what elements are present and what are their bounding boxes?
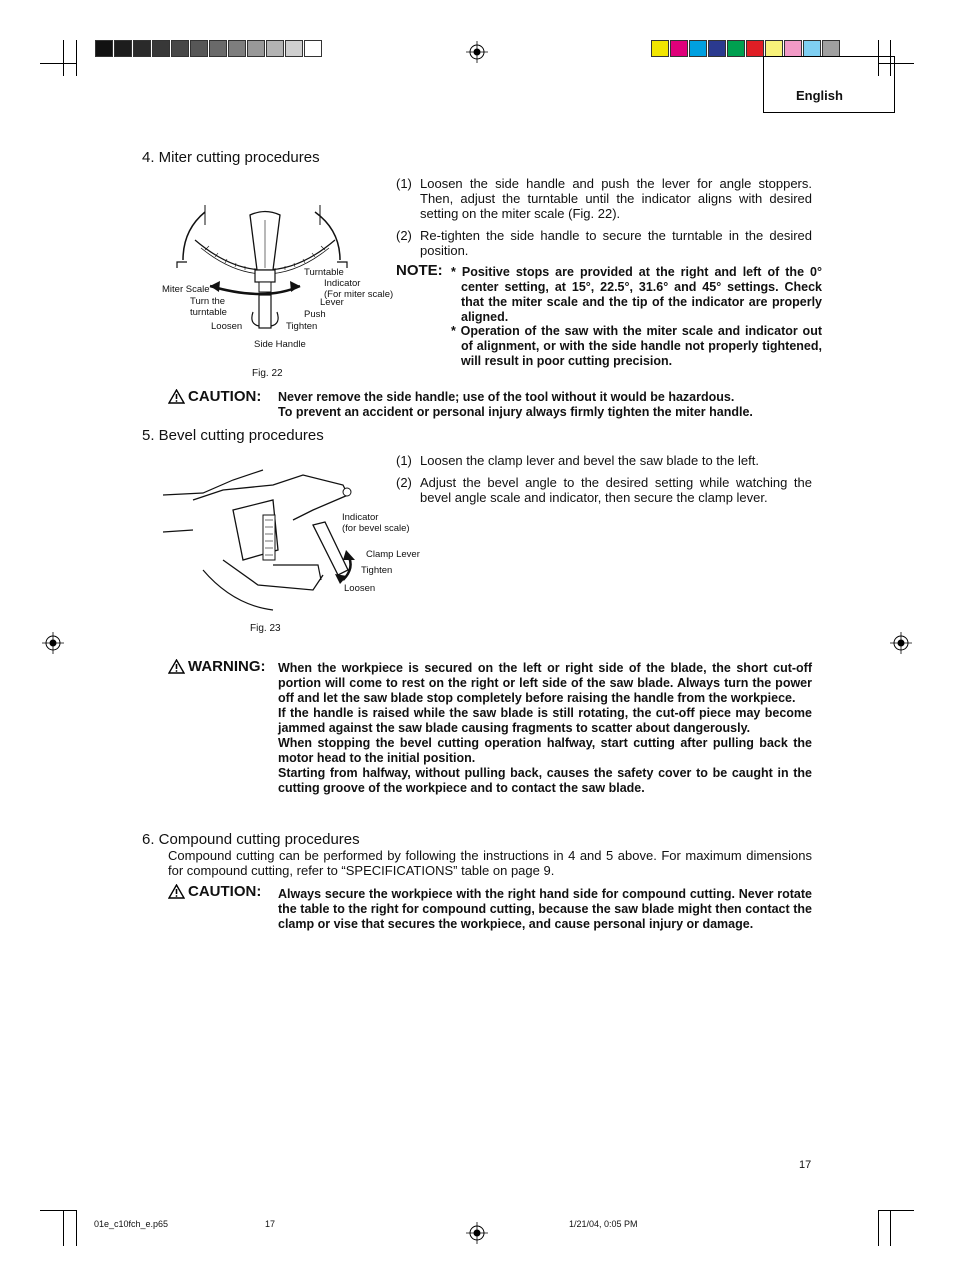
registration-mark-icon <box>42 632 64 654</box>
color-swatch <box>304 40 322 57</box>
fig23-label-loosen: Loosen <box>344 583 376 594</box>
footer-file-name: 01e_c10fch_e.p65 <box>94 1219 169 1229</box>
warning-label: WARNING: <box>168 658 266 675</box>
warning-triangle-icon <box>168 389 185 404</box>
color-swatch <box>822 40 840 57</box>
language-label: English <box>796 88 843 103</box>
caution-label: CAUTION: <box>168 388 261 405</box>
note-item: * Operation of the saw with the miter scale and indicator out of alignment, or with the side handle not properly tightened, will result in poor cutting precision. <box>451 324 822 368</box>
warning-triangle-icon <box>168 884 185 899</box>
color-swatch <box>95 40 113 57</box>
step-4-1: (1) Loosen the side handle and push the lever for angle stoppers. Then, adjust the turntable until the indicator aligns with desired setting on the miter scale (Fig. 22). <box>396 176 812 221</box>
fig22-label-turntable2: turntable <box>190 307 227 318</box>
color-swatch <box>171 40 189 57</box>
color-swatch <box>651 40 669 57</box>
step-5-2: (2) Adjust the bevel angle to the desired setting while watching the bevel angle scale and indicator, then secure the clamp lever. <box>396 475 812 505</box>
fig22-label-lever: Lever <box>320 297 344 308</box>
caution-text: Always secure the workpiece with the right hand side for compound cutting. Never rotate the table to the right for compound cutting, because the saw blade might then contact the clamp or vise that secures the workpiece, and cause personal injury or damage. <box>278 887 812 931</box>
page-number: 17 <box>799 1159 812 1171</box>
registration-mark-icon <box>890 632 912 654</box>
fig22-label-loosen: Loosen <box>211 321 243 332</box>
fig22-label-turn-the: Turn the <box>190 296 226 307</box>
fig23-label-indicator-sub: (for bevel scale) <box>342 523 410 534</box>
color-swatch <box>114 40 132 57</box>
note-label: NOTE: <box>396 262 443 279</box>
bevel-scale-illustration <box>163 460 363 620</box>
fig22-caption: Fig. 22 <box>252 368 283 379</box>
color-swatch <box>689 40 707 57</box>
step-5-1: (1) Loosen the clamp lever and bevel the saw blade to the left. <box>396 453 759 468</box>
fig22-label-indicator: Indicator <box>324 278 361 289</box>
color-swatch <box>133 40 151 57</box>
color-swatch <box>152 40 170 57</box>
color-swatch <box>670 40 688 57</box>
fig22-label-side-handle: Side Handle <box>254 339 306 350</box>
color-swatch <box>266 40 284 57</box>
fig22-label-miter-scale: Miter Scale <box>162 284 210 295</box>
miter-scale-illustration <box>165 200 400 350</box>
step-4-2: (2) Re-tighten the side handle to secure the turntable in the desired position. <box>396 228 812 258</box>
color-swatch <box>209 40 227 57</box>
grayscale-color-bar <box>95 40 323 57</box>
fig22-label-tighten: Tighten <box>286 321 318 332</box>
color-swatch <box>708 40 726 57</box>
fig22-label-indicator-sub: (For miter scale) <box>324 289 394 300</box>
section-4-heading: 4. Miter cutting procedures <box>142 149 320 166</box>
fig23-label-indicator: Indicator <box>342 512 379 523</box>
footer-file-page: 17 <box>265 1219 276 1229</box>
note-item: * Positive stops are provided at the right and left of the 0° center setting, at 15°, 22.5°, 31.6° and 45° settings. Check that the miter scale and the tip of the indicator are properly aligned. <box>451 265 822 324</box>
process-color-bar <box>651 40 841 57</box>
warning-text: When the workpiece is secured on the left or right side of the blade, the short cut-off portion will come to rest on the right or left side of the saw blade. Always turn the power off and let the saw blade stop completely before raising the handle from the workpiece. If the handle is raised while the saw blade is still rotating, the cut-off piece may become jammed against the saw blade causing fragments to scatter about dangerously. When stopping the bevel cutting operation halfway, start cutting after pulling back the motor head to the initial position. Starting from halfway, without pulling back, causes the safety cover to be caught in the cutting groove of the workpiece and to contact the saw blade. <box>278 661 812 795</box>
color-swatch <box>746 40 764 57</box>
footer-date: 1/21/04, 0:05 PM <box>569 1219 638 1229</box>
color-swatch <box>765 40 783 57</box>
registration-mark-icon <box>466 41 488 63</box>
color-swatch <box>190 40 208 57</box>
section-5-heading: 5. Bevel cutting procedures <box>142 427 324 444</box>
color-swatch <box>247 40 265 57</box>
color-swatch <box>285 40 303 57</box>
color-swatch <box>228 40 246 57</box>
fig23-label-clamp-lever: Clamp Lever <box>366 549 420 560</box>
section-6-heading: 6. Compound cutting procedures <box>142 831 360 848</box>
color-swatch <box>784 40 802 57</box>
fig22-label-turntable: Turntable <box>304 267 344 278</box>
section-6-body: Compound cutting can be performed by following the instructions in 4 and 5 above. For maximum dimensions for compound cutting, refer to “SPECIFICATIONS” table on page 9. <box>168 848 812 878</box>
warning-triangle-icon <box>168 659 185 674</box>
fig22-label-push: Push <box>304 309 326 320</box>
caution-text: Never remove the side handle; use of the tool without it would be hazardous. To prevent an accident or personal injury always firmly tighten the miter handle. <box>278 390 753 419</box>
language-tab <box>763 56 895 113</box>
caution-label: CAUTION: <box>168 883 261 900</box>
fig23-caption: Fig. 23 <box>250 623 281 634</box>
registration-mark-icon <box>466 1222 488 1244</box>
color-swatch <box>803 40 821 57</box>
fig23-label-tighten: Tighten <box>361 565 393 576</box>
color-swatch <box>727 40 745 57</box>
